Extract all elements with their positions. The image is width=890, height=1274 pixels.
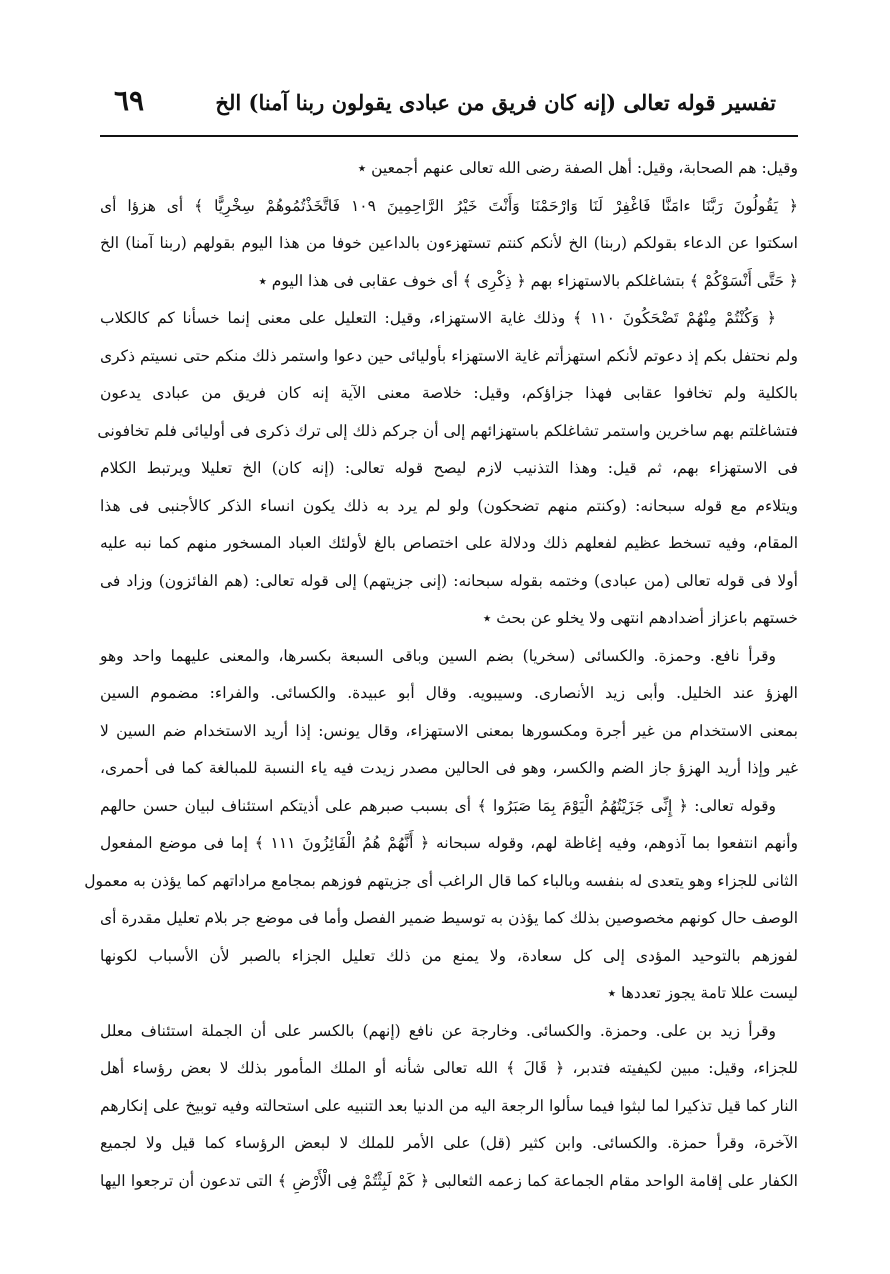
text-line: ليست عللا تامة يجوز تعددها ٭ [607,984,798,1002]
text-line: الهزؤ عند الخليل. وأبى زيد الأنصارى. وسيبويه. وقال أبو عبيدة. والكسائى. والفراء: مضموم السين [100,684,798,702]
text-line: الكفار على إقامة الواحد مقام الجماعة كما زعمه الثعالبى ﴿ كَمْ لَبِثْتُمْ فِى الْأَرْضِ ﴾ التى تدعون أن ترجعوا اليها [100,1171,798,1190]
text-line: فى الاستهزاء بهم، ثم قيل: وهذا التذنيب لازم ليصح قوله تعالى: (إنه كان) الخ تعليلا ويرتبط الكلام [100,459,798,477]
text-line: أولا فى قوله تعالى (من عبادى) وختمه بقوله سبحانه: (إنى جزيتهم) إلى قوله تعالى: (هم الفائزون) وزاد فى [100,571,798,590]
running-header [100,84,798,124]
text-line: لفوزهم بالتوحيد المؤدى إلى كل سعادة، ولا يمنع من ذلك تعليل الجزاء بالصبر لأن الأسباب لكونها [100,946,798,965]
header-title: تفسير قوله تعالى (إنه كان فريق من عبادى يقولون ربنا آمنا) الخ [215,90,776,115]
document-page [84,0,799,1274]
text-line: خستهم باعزاز أضدادهم انتهى ولا يخلو عن بحث ٭ [482,609,798,627]
text-line: ويتلاءم مع قوله سبحانه: (وكنتم منهم تضحكون) ولو لم يرد به ذلك يكون انساء الذكر كالأجنبى فى هذا [100,496,798,515]
page-number: ٦٩ [114,84,145,117]
text-line: بمعنى الاستخدام من غير أجرة ومكسورها بمعنى الاستهزاء، وقال يونس: إذا أريد الاستخدام ضم السين لا [100,721,798,740]
text-line: غير وإذا أريد الهزؤ جاز الضم والكسر، وهو فى الحالين مصدر زيدت فيه ياء النسبة للمبالغة كما فى أحمرى، [100,759,798,777]
text-line: وقيل: هم الصحابة، وقيل: أهل الصفة رضى الله تعالى عنهم أجمعين ٭ [357,159,798,177]
text-line: المقام، وفيه تسخط عظيم لفعلهم ذلك ودلالة على اختصاص بالغ لأولئك العباد المسخور منهم كما نبه عليه [100,534,798,552]
text-line: للجزاء، وقيل: مبين لكيفيته فتدبر، ﴿ قَالَ ﴾ الله تعالى شأنه أو الملك المأمور بذلك لا بعض رؤساء أهل [100,1059,798,1077]
text-line: بالكلية ولم تخافوا عقابى فهذا جزاؤكم، وقيل: خلاصة معنى الآية إنه كان فريق من عبادى يدعون [100,384,798,402]
text-line: وقوله تعالى: ﴿ إِنِّى جَزَيْتُهُمُ الْيَوْمَ بِمَا صَبَرُوا ﴾ أى بسبب صبرهم على أذيتكم استئناف لبيان حسن حالهم [100,796,776,815]
text-line: اسكتوا عن الدعاء بقولكم (ربنا) الخ لأنكم كنتم تستهزءون بالداعين خوفا من هذا اليوم بقولهم (ربنا آمنا) الخ [100,234,798,252]
text-line: وقرأ نافع. وحمزة. والكسائى (سخريا) بضم السين وباقى السبعة بكسرها، والمعنى عليهما واحد وهو [100,646,776,665]
text-line: ﴿ يَقُولُونَ رَبَّنَا ءامَنَّا فَاغْفِرْ لَنَا وَارْحَمْنَا وَأَنْتَ خَيْرُ الرَّاحِمِينَ ١٠٩ فَاتَّخَذْتُمُوهُمْ سِخْرِيًّا ﴾ أى هزؤا أى [100,196,799,215]
text-line: وأنهم انتفعوا بما آذوهم، وفيه إغاظة لهم، وقوله سبحانه ﴿ أَنَّهُمْ هُمُ الْفَائِزُونَ ١١١ ﴾ إما فى موضع المفعول [100,834,798,852]
header-rule [100,135,798,137]
text-line: وقرأ زيد بن على. وحمزة. والكسائى. وخارجة عن نافع (إنهم) بالكسر على أن الجملة استئناف معلل [100,1021,776,1040]
text-line: الوصف حال كونهم مخصوصين بذلك كما يؤذن به توسيط ضمير الفصل وأما فى موضع جر بلام تعليل مقدرة أى [100,909,798,927]
text-line: الآخرة، وقرأ حمزة. والكسائى. وابن كثير (قل) على الأمر للملك لا لبعض الرؤساء كما قيل ولا لجميع [100,1134,798,1152]
text-line: ولم نحتفل بكم إذ دعوتم لأنكم استهزأتم غاية الاستهزاء بأوليائى حين دعوا واستمر ذلك منكم حتى نسيتم ذكرى [100,346,798,365]
text-line: ﴿ حَتَّى أَنْسَوْكُمْ ﴾ بتشاغلكم بالاستهزاء بهم ﴿ ذِكْرِى ﴾ أى خوف عقابى فى هذا اليوم ٭ [258,271,798,290]
text-line: فتشاغلتم بهم ساخرين واستمر تشاغلكم باستهزائهم إلى أن جركم ذلك إلى ترك ذكرى فى أوليائى فلم تخافونى [97,421,798,440]
text-line: الثانى للجزاء وهو يتعدى له بنفسه وبالباء كما قال الراغب أى جزيتهم فوزهم بمجامع مراداتهم كما يؤذن به معمول [84,871,798,890]
text-line: النار كما قيل تذكيرا لما لبثوا فيما سألوا الرجعة اليه من الدنيا بعد التنبيه على استحالته وفيه توبيخ على إنكارهم [100,1096,798,1115]
text-line: ﴿ وَكُنْتُمْ مِنْهُمْ تَضْحَكُونَ ١١٠ ﴾ وذلك غاية الاستهزاء، وقيل: التعليل على معنى إنما خسأنا كم كالكلاب [100,309,776,327]
